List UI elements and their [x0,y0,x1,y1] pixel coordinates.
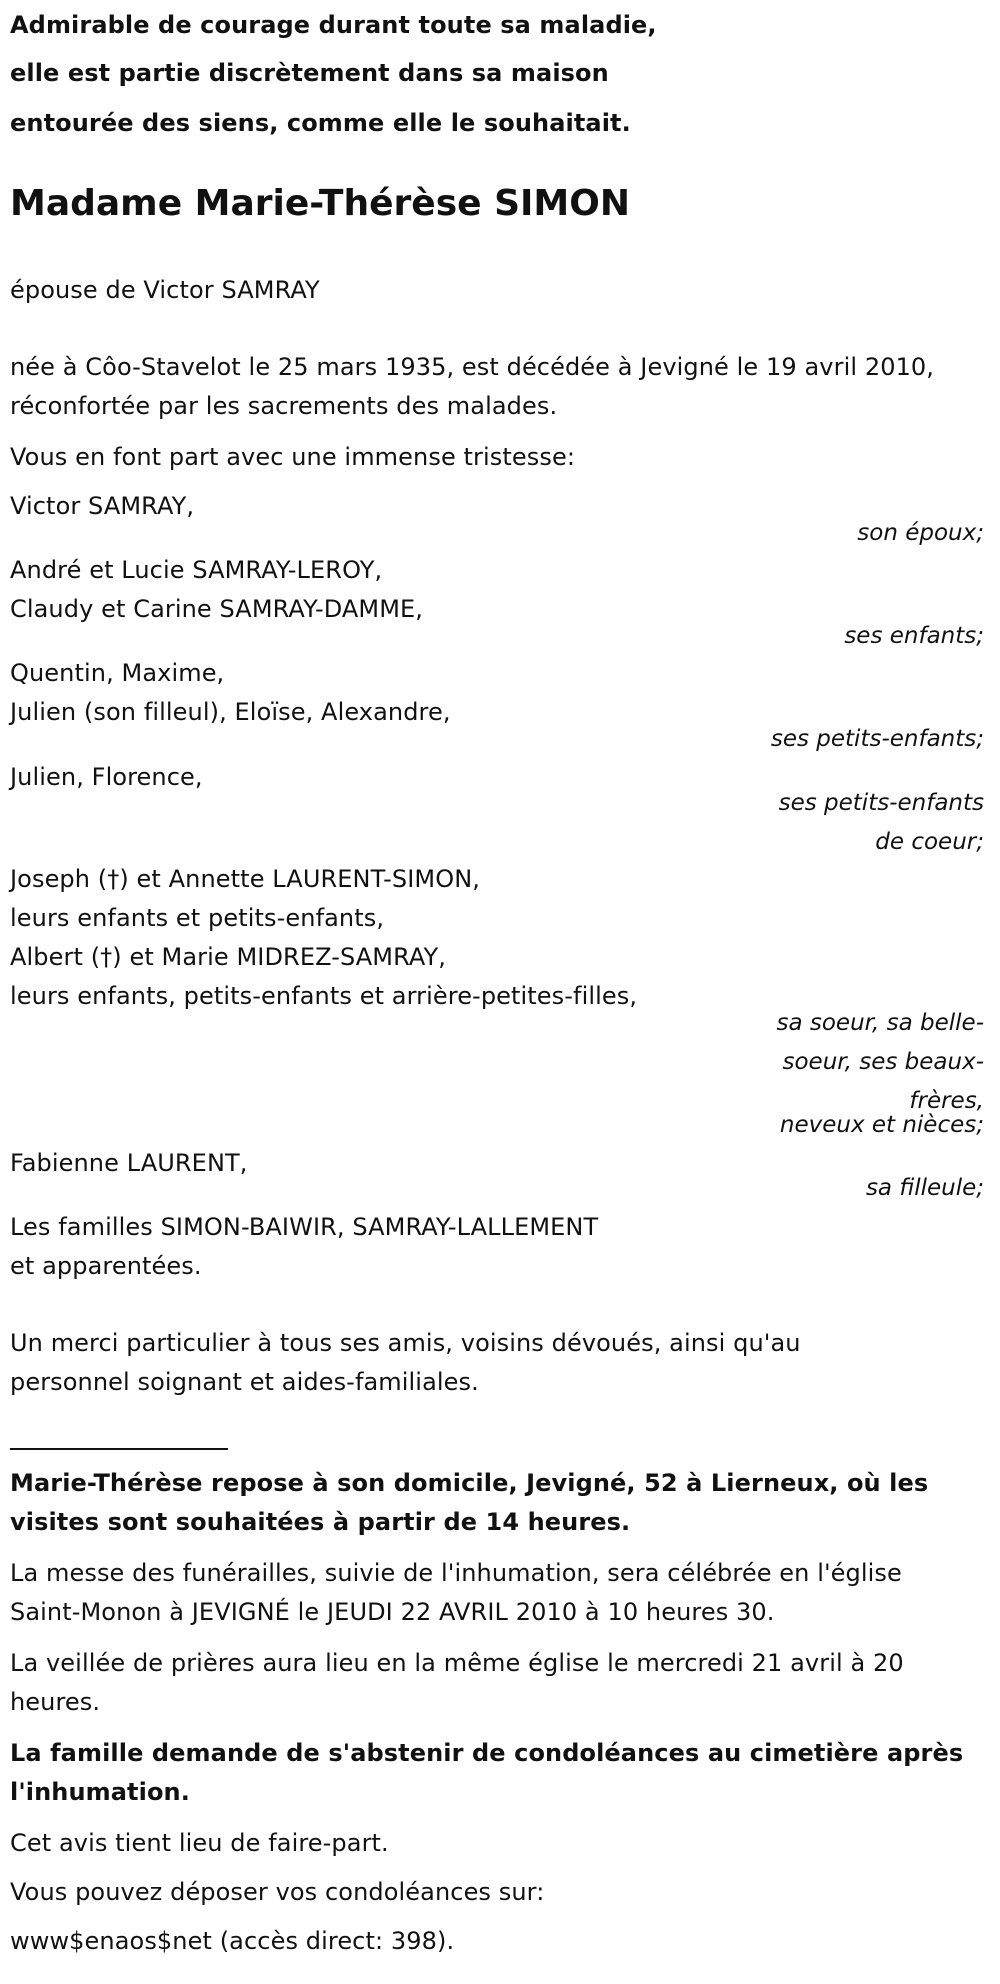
siblings-relation-line-2: soeur, ses beaux- [782,1049,984,1075]
child-line-1: André et Lucie SAMRAY-LEROY, [10,556,383,584]
section-divider [10,1448,228,1450]
thanks-line-2: personnel soignant et aides-familiales. [10,1368,479,1396]
condolence-request-line-2: l'inhumation. [10,1778,190,1806]
thanks-line-1: Un merci particulier à tous ses amis, voisins dévoués, ainsi qu'au [10,1329,801,1357]
intro-line-3: entourée des siens, comme elle le souhaitait. [10,109,631,137]
grandchild-line-2: Julien (son filleul), Eloïse, Alexandre, [10,698,451,726]
heart-grandchildren-relation-line-1: ses petits-enfants [778,790,984,816]
siblings-relation-line-4: neveux et nièces; [779,1112,984,1138]
sibling-line-2: leurs enfants et petits-enfants, [10,904,385,932]
intro-line-1: Admirable de courage durant toute sa maladie, [10,11,657,39]
siblings-relation-line-3: frères, [909,1088,984,1114]
mass-info-line-1: La messe des funérailles, suivie de l'inhumation, sera célébrée en l'église [10,1559,902,1587]
vigil-info-line-1: La veillée de prières aura lieu en la même église le mercredi 21 avril à 20 [10,1649,904,1677]
sibling-line-4: leurs enfants, petits-enfants et arrière-petites-filles, [10,982,638,1010]
deceased-name: Madame Marie-Thérèse SIMON [10,183,630,224]
intro-line-2: elle est partie discrètement dans sa maison [10,59,609,87]
grandchildren-relation: ses petits-enfants; [770,726,984,752]
siblings-relation-line-1: sa soeur, sa belle- [776,1010,984,1036]
spouse-name: Victor SAMRAY, [10,492,195,520]
grandchild-line-1: Quentin, Maxime, [10,659,225,687]
sibling-line-3: Albert (†) et Marie MIDREZ-SAMRAY, [10,943,447,971]
site-line: www$enaos$net (accès direct: 398). [10,1927,455,1955]
families-line-1: Les familles SIMON-BAIWIR, SAMRAY-LALLEMENT [10,1213,599,1241]
notice-line: Cet avis tient lieu de faire-part. [10,1829,389,1857]
sibling-line-1: Joseph (†) et Annette LAURENT-SIMON, [10,865,480,893]
rest-info-line-2: visites sont souhaitées à partir de 14 heures. [10,1508,631,1536]
rest-info-line-1: Marie-Thérèse repose à son domicile, Jevigné, 52 à Lierneux, où les [10,1469,929,1497]
birth-death-line-1: née à Côo-Stavelot le 25 mars 1935, est décédée à Jevigné le 19 avril 2010, [10,353,935,381]
birth-death-line-2: réconfortée par les sacrements des malades. [10,392,558,420]
mass-info-line-2: Saint-Monon à JEVIGNÉ le JEUDI 22 AVRIL 2010 à 10 heures 30. [10,1598,775,1626]
children-relation: ses enfants; [844,623,984,649]
goddaughter-name: Fabienne LAURENT, [10,1149,248,1177]
goddaughter-relation: sa filleule; [865,1175,984,1201]
vigil-info-line-2: heures. [10,1688,101,1716]
announcement-line: Vous en font part avec une immense tristesse: [10,443,576,471]
spouse-relation: son époux; [857,520,984,546]
heart-grandchildren-relation-line-2: de coeur; [875,829,984,855]
spouse-line: épouse de Victor SAMRAY [10,276,320,304]
families-line-2: et apparentées. [10,1252,202,1280]
heart-grandchild-line: Julien, Florence, [10,763,203,791]
child-line-2: Claudy et Carine SAMRAY-DAMME, [10,595,424,623]
online-line: Vous pouvez déposer vos condoléances sur: [10,1878,545,1906]
condolence-request-line-1: La famille demande de s'abstenir de condoléances au cimetière après [10,1739,964,1767]
